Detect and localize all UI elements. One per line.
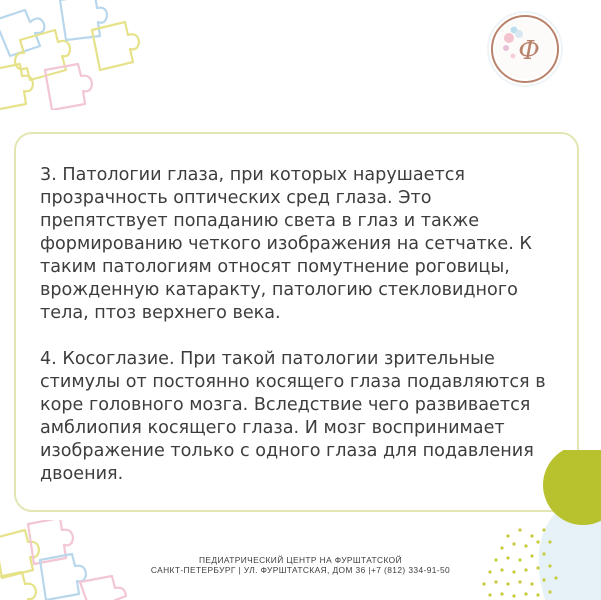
paragraph-strabismus: 4. Косоглазие. При такой патологии зрительные стимулы от постоянно косящего глаза подавляются в коре головного мозга. Вследствие чего развивается амблиопия косящего глаза. И мозг воспринимает изображение только с одного глаза для подавления двоения. [40,349,546,484]
footer-clinic-name: ПЕДИАТРИЧЕСКИЙ ЦЕНТР НА ФУРШТАТСКОЙ [198,555,403,565]
logo-letter: Ф [518,36,540,66]
puzzle-decoration-top-left [0,0,150,110]
footer-address-phone: САНКТ-ПЕТЕРБУРГ | УЛ. ФУРШТАТСКАЯ, ДОМ 36 |+7 (812) 334-91-50 [150,565,451,575]
footer [0,555,601,575]
paragraph-eye-pathologies: 3. Патологии глаза, при которых нарушается прозрачность оптических сред глаза. Это препятствует попаданию света в глаз и также формированию четкого изображения на сетчатке. К таким патологиям относят помутнение роговицы, врожденную катаракту, патологию стекловидного тела, птоз верхнего века. [40,165,532,323]
center-logo [486,10,564,88]
dots-decoration-bottom-right [430,450,601,600]
